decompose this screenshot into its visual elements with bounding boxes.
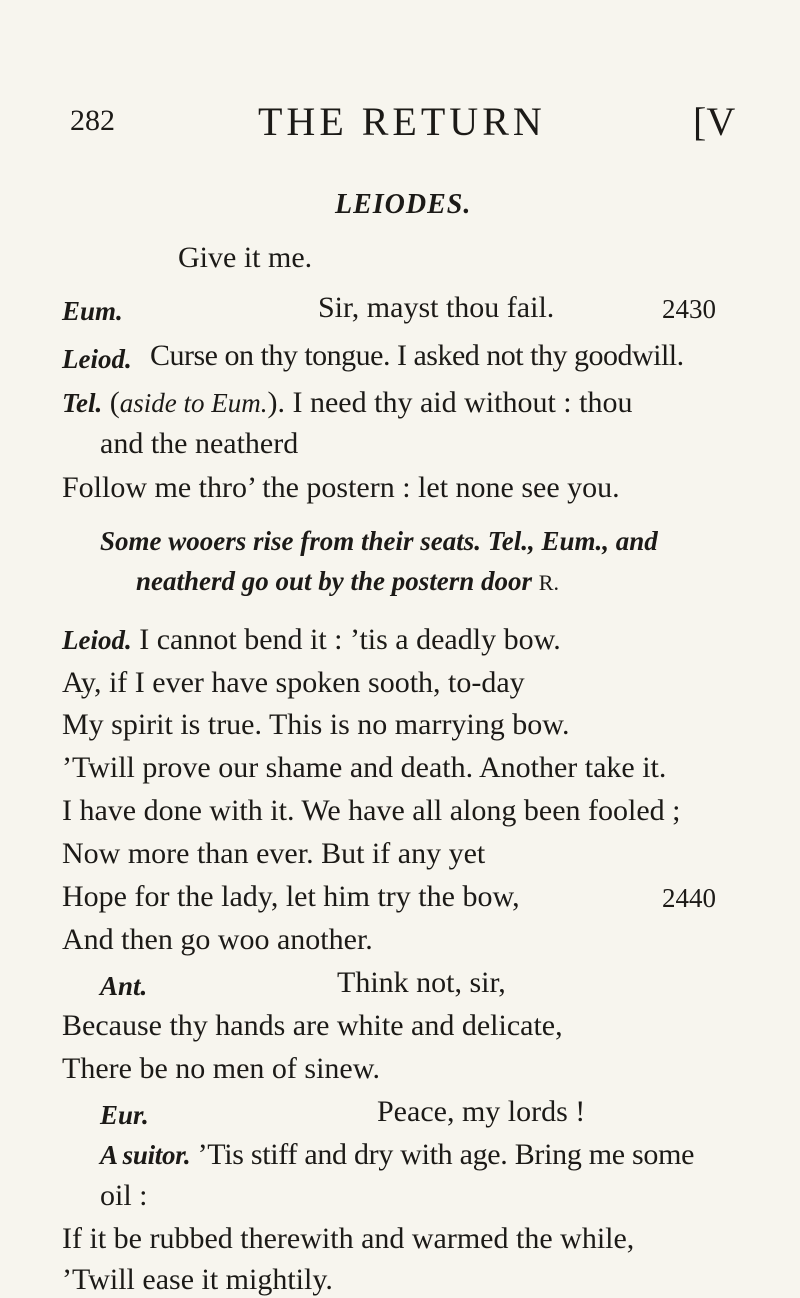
speaker-leiod: Leiod. <box>62 625 132 655</box>
speaker-eur: Eur. <box>100 1100 149 1130</box>
verse-line-aside <box>62 385 632 421</box>
stage-direction-cont <box>136 566 559 597</box>
stage-aside: aside to Eum. <box>119 388 268 418</box>
section-mark: [V <box>693 99 736 144</box>
verse-line: ’Twill prove our shame and death. Another take it. <box>62 751 667 784</box>
verse-line: ’Twill ease it mightily. <box>62 1263 333 1296</box>
aside-close: ). <box>267 386 285 419</box>
verse-line: and the neatherd <box>100 427 299 460</box>
speaker-heading: LEIODES. <box>335 189 472 220</box>
stage-right-mark: R. <box>538 570 559 595</box>
verse-line: I have done with it. We have all along been fooled ; <box>62 794 681 827</box>
verse-text: I need thy aid without : thou <box>292 386 633 419</box>
verse-line: Give it me. <box>178 241 313 274</box>
verse-line-suitor <box>100 1137 694 1173</box>
verse-line: Sir, mayst thou fail. <box>318 291 555 324</box>
verse-line: oil : <box>100 1179 148 1212</box>
page-number: 282 <box>70 104 115 137</box>
stage-direction: Some wooers rise from their seats. Tel., Eum., and <box>100 526 658 556</box>
speaker-tel: Tel. <box>62 388 103 418</box>
stage-text: neatherd go out by the postern door <box>136 566 533 596</box>
verse-line: Now more than ever. But if any yet <box>62 837 486 870</box>
verse-line: There be no men of sinew. <box>62 1052 380 1085</box>
speaker-eum: Eum. <box>62 296 123 326</box>
verse-text: I cannot bend it : ’tis a deadly bow. <box>139 623 561 656</box>
speaker-ant: Ant. <box>100 971 148 1001</box>
verse-line: If it be rubbed therewith and warmed the while, <box>62 1222 635 1255</box>
verse-line: Hope for the lady, let him try the bow, <box>62 880 520 913</box>
verse-line: Follow me thro’ the postern : let none see you. <box>62 471 620 504</box>
verse-line: Peace, my lords ! <box>377 1095 586 1128</box>
running-title: THE RETURN <box>258 99 546 144</box>
verse-line-leiod <box>62 622 561 658</box>
speaker-suitor: A suitor. <box>100 1140 191 1170</box>
verse-text: ’Tis stiff and dry with age. Bring me some <box>197 1138 695 1171</box>
verse-line: Think not, sir, <box>337 966 506 999</box>
speaker-leiod: Leiod. <box>62 344 132 374</box>
verse-line: Because thy hands are white and delicate, <box>62 1009 563 1042</box>
verse-line: Curse on thy tongue. I asked not thy goodwill. <box>150 339 684 372</box>
line-number: 2440 <box>662 883 716 913</box>
aside-open: ( <box>109 386 120 419</box>
verse-line: And then go woo another. <box>62 923 373 956</box>
verse-line: My spirit is true. This is no marrying bow. <box>62 708 570 741</box>
line-number: 2430 <box>662 294 716 324</box>
verse-line: Ay, if I ever have spoken sooth, to-day <box>62 666 525 699</box>
